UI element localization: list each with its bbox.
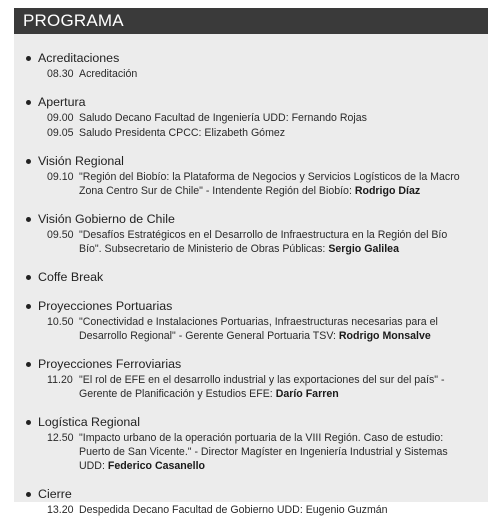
agenda-description (75, 503, 469, 517)
agenda-time: 09.10 (47, 171, 74, 183)
bullet-icon (26, 217, 31, 222)
bullet-icon (26, 492, 31, 497)
section-title-text: Visión Regional (38, 154, 124, 168)
section-items (26, 315, 488, 343)
agenda-time: 11.20 (47, 374, 73, 386)
agenda-speaker: Rodrigo Monsalve (338, 330, 431, 342)
agenda-item (26, 431, 488, 473)
agenda-text: "Desafíos Estratégicos en el Desarrollo de Infraestructura en la Región del Bío Bío". Subsecretario de Ministerio de Obras Públicas: (79, 229, 448, 255)
program-section (26, 487, 488, 517)
section-items (26, 67, 488, 81)
agenda-description (75, 170, 469, 198)
program-title: PROGRAMA (23, 11, 124, 30)
bullet-icon (26, 56, 31, 61)
agenda-speaker: Darío Farren (275, 388, 339, 400)
section-title-text: Apertura (38, 95, 86, 109)
section-title (26, 270, 488, 285)
section-title-text: Cierre (38, 487, 72, 501)
agenda-item (26, 126, 488, 140)
agenda-description (75, 111, 469, 125)
bullet-icon (26, 362, 31, 367)
agenda-speaker: Federico Casanello (107, 460, 205, 472)
agenda-text: "El rol de EFE en el desarrollo industrial y las exportaciones del sur del país" - Gerente de Planificación y Estudios EFE: (79, 374, 445, 400)
agenda-description (75, 373, 469, 401)
agenda-text: "Conectividad e Instalaciones Portuarias, Infraestructuras necesarias para el Desarrollo Regional" - Gerente General Portuaria TSV: (79, 316, 438, 342)
bullet-icon (26, 275, 31, 280)
section-title (26, 357, 488, 372)
program-section (26, 154, 488, 198)
agenda-time: 09.05 (47, 127, 74, 139)
section-title (26, 299, 488, 314)
section-title-text: Proyecciones Ferroviarias (38, 357, 182, 371)
agenda-time: 13.20 (47, 504, 74, 516)
section-title (26, 154, 488, 169)
agenda-item (26, 373, 488, 401)
section-title (26, 212, 488, 227)
agenda-description (75, 431, 469, 473)
program-section (26, 299, 488, 343)
agenda-item (26, 228, 488, 256)
bullet-icon (26, 159, 31, 164)
section-items (26, 170, 488, 198)
agenda-speaker: Sergio Galilea (328, 243, 399, 255)
agenda-text: Despedida Decano Facultad de Gobierno UDD: Eugenio Guzmán (79, 504, 388, 516)
agenda-text: "Región del Biobío: la Plataforma de Negocios y Servicios Logísticos de la Macro Zona Centro Sur de Chile" - Intendente Región del Biobío: (79, 171, 460, 197)
bullet-icon (26, 304, 31, 309)
bullet-icon (26, 100, 31, 105)
section-title-text: Coffe Break (38, 270, 104, 284)
agenda-description (75, 126, 469, 140)
section-title-text: Logística Regional (38, 415, 140, 429)
agenda-time: 09.50 (47, 229, 74, 241)
section-items (26, 431, 488, 473)
program-section (26, 212, 488, 256)
program-section (26, 357, 488, 401)
section-title (26, 51, 488, 66)
agenda-item (26, 315, 488, 343)
program-content (14, 34, 488, 517)
section-items (26, 373, 488, 401)
section-items (26, 503, 488, 517)
agenda-time: 10.50 (47, 316, 74, 328)
program-section (26, 95, 488, 140)
bullet-icon (26, 420, 31, 425)
agenda-time: 12.50 (47, 432, 74, 444)
section-title-text: Acreditaciones (38, 51, 120, 65)
section-title (26, 415, 488, 430)
agenda-item (26, 67, 488, 81)
agenda-text: Saludo Decano Facultad de Ingeniería UDD: Fernando Rojas (79, 112, 367, 124)
program-section (26, 51, 488, 81)
section-items (26, 111, 488, 140)
agenda-text: "Impacto urbano de la operación portuaria de la VIII Región. Caso de estudio: Puerto de San Vicente." - Director Magíster en Ingeniería Industrial y Sistemas UDD: (79, 432, 448, 472)
agenda-description (75, 315, 469, 343)
section-title-text: Visión Gobierno de Chile (38, 212, 175, 226)
section-title-text: Proyecciones Portuarias (38, 299, 173, 313)
program-header (14, 8, 488, 34)
agenda-item (26, 503, 488, 517)
agenda-item (26, 111, 488, 125)
program-panel (14, 8, 488, 516)
agenda-text: Saludo Presidenta CPCC: Elizabeth Gómez (79, 127, 286, 139)
agenda-item (26, 170, 488, 198)
section-title (26, 487, 488, 502)
program-section (26, 270, 488, 285)
agenda-time: 09.00 (47, 112, 74, 124)
section-title (26, 95, 488, 110)
agenda-text: Acreditación (79, 68, 138, 80)
agenda-time: 08.30 (47, 68, 74, 80)
agenda-speaker: Rodrigo Díaz (354, 185, 421, 197)
section-items (26, 228, 488, 256)
agenda-description (75, 67, 469, 81)
program-section (26, 415, 488, 473)
agenda-description (75, 228, 469, 256)
